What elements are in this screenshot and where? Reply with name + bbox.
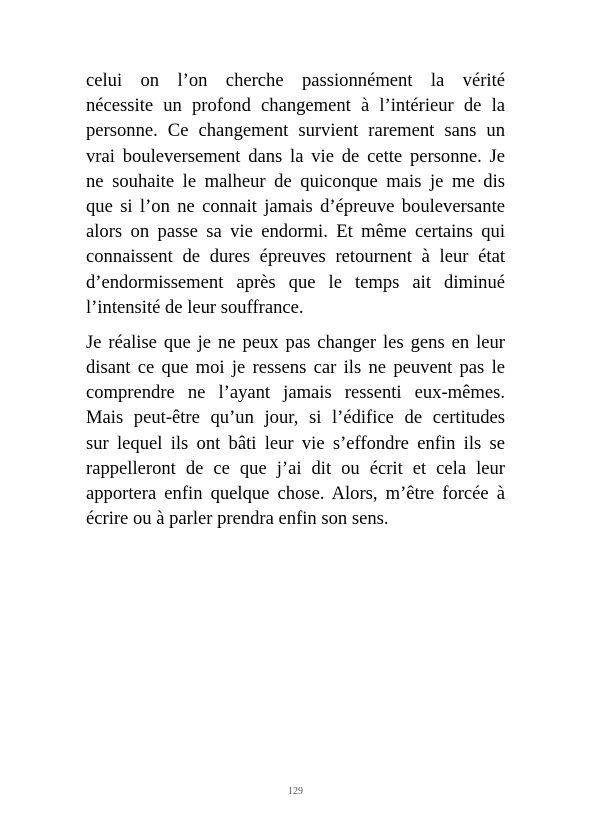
paragraph-1	[86, 68, 505, 320]
text-line: celui on l’on cherche passionnément la vérité	[86, 70, 505, 91]
text-line: nécessite un profond changement à l’intérieur de la	[86, 95, 505, 117]
text-line: rappelleront de ce que j’ai dit ou écrit et cela leur	[86, 457, 505, 479]
text-line: disant ce que moi je ressens car ils ne peuvent pas le	[86, 357, 505, 379]
body-text	[86, 68, 505, 531]
text-line: apportera enfin quelque chose. Alors, m’être forcée à	[86, 483, 505, 504]
text-line: vrai bouleversement dans la vie de cette personne. Je	[86, 145, 505, 167]
text-line: sur lequel ils ont bâti leur vie s’effondre enfin ils se	[86, 432, 505, 454]
text-line: l’intensité de leur souffrance.	[86, 296, 304, 318]
text-line: comprendre ne l’ayant jamais ressenti eux-mêmes.	[86, 382, 505, 404]
text-line: personne. Ce changement survient rarement sans un	[86, 120, 505, 142]
text-line: Mais peut-être qu’un jour, si l’édifice de certitudes	[86, 407, 505, 429]
text-line: que si l’on ne connait jamais d’épreuve bouleversante	[86, 195, 505, 217]
page-number: 129	[288, 786, 303, 797]
text-line: connaissent de dures épreuves retournent à leur état	[86, 246, 505, 268]
paragraph-2	[86, 330, 505, 532]
text-line: écrire ou à parler prendra enfin son sens.	[86, 508, 389, 530]
text-line: d’endormissement après que le temps ait diminué	[86, 271, 505, 293]
text-line: alors on passe sa vie endormi. Et même certains qui	[86, 221, 505, 243]
text-line: ne souhaite le malheur de quiconque mais je me dis	[86, 170, 505, 192]
text-line: Je réalise que je ne peux pas changer les gens en leur	[86, 331, 505, 353]
